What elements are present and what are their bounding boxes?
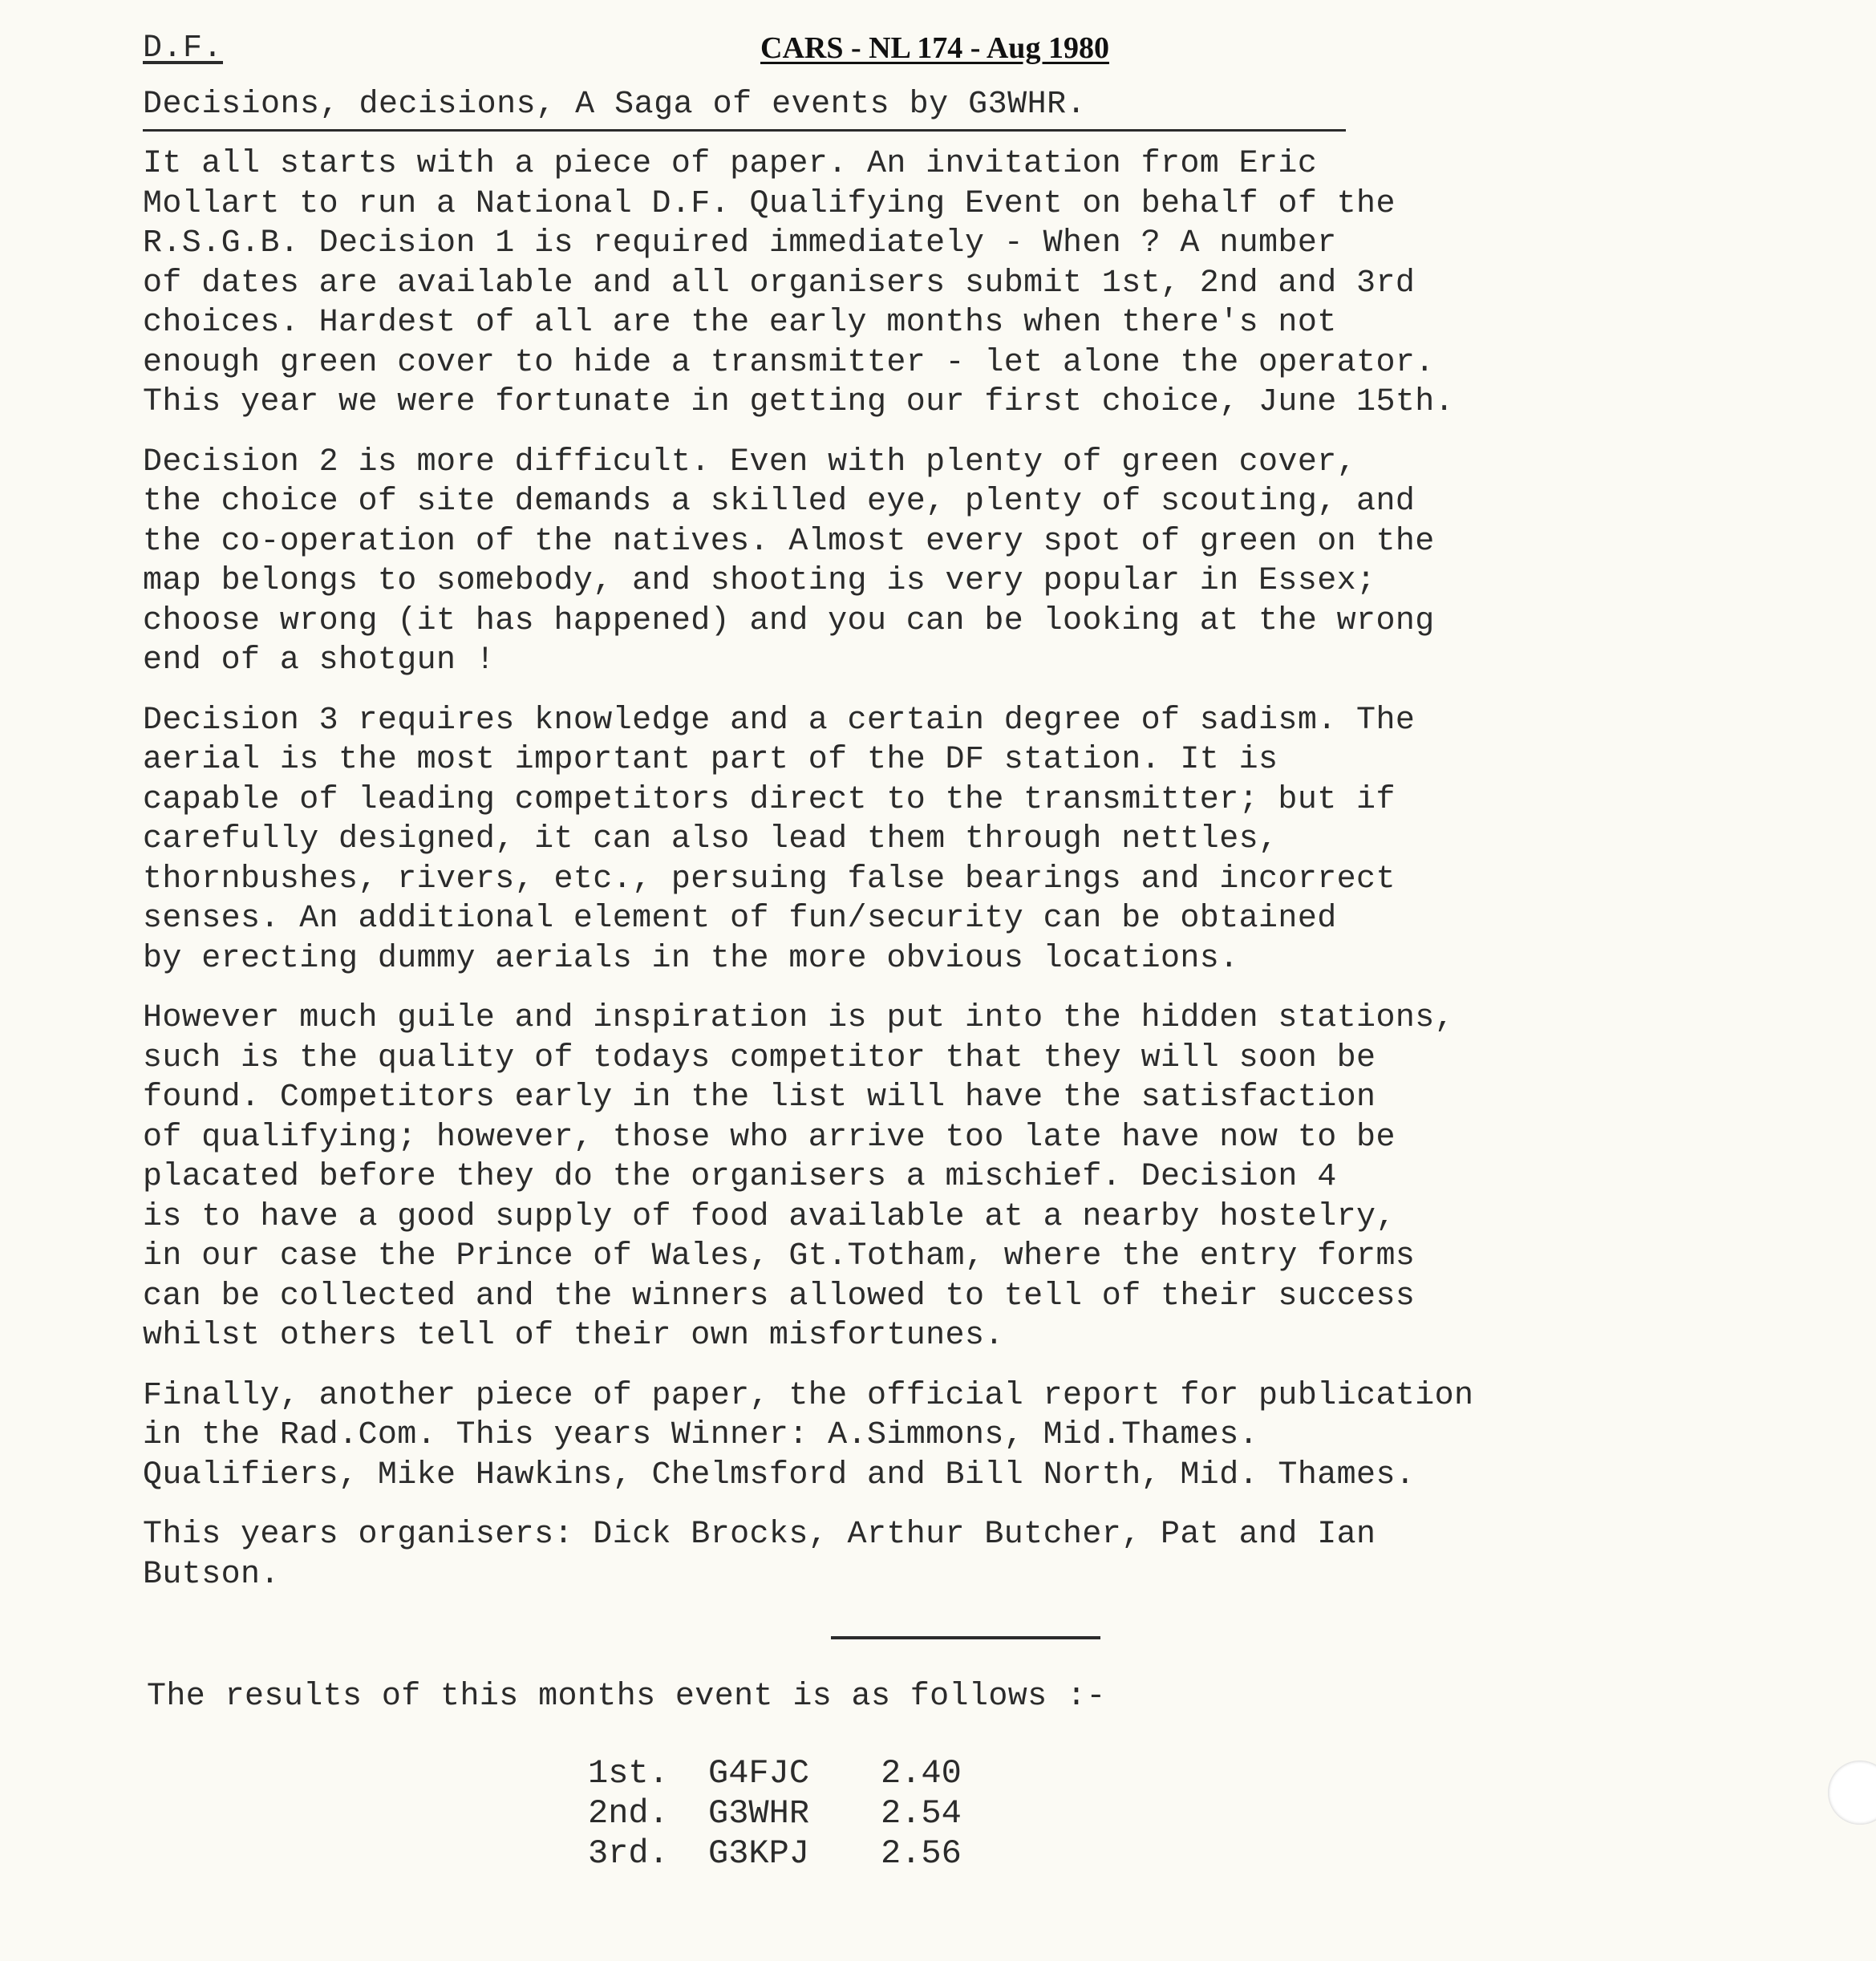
result-position: 1st. (588, 1754, 669, 1793)
result-row-3rd (588, 1833, 962, 1874)
result-row-1st (588, 1753, 962, 1793)
paragraph-decision-3: Decision 3 requires knowledge and a certain degree of sadism. The aerial is the most important part of the DF station. It is capable of leading competitors direct to the transmitter; but if carefully designed, it can also lead them through nettles, thornbushes, rivers, etc., persuing false bearings and incorrect senses. An additional element of fun/security can be obtained by erecting dummy aerials in the more obvious locations. (143, 702, 1416, 977)
result-time: 2.56 (881, 1834, 962, 1873)
paragraph-decision-4: However much guile and inspiration is put into the hidden stations, such is the quality of todays competitor that they will soon be found. Competitors early in the list will have the satisfaction of qualifying; however, those who arrive too late have now to be placated before they do the organisers a mischief. Decision 4 is to have a good supply of food available at a nearby hostelry, in our case the Prince of Wales, Gt.Totham, where the entry forms can be collected and the winners allowed to tell of their success whilst others tell of their own misfortunes. (143, 1000, 1455, 1354)
result-callsign: G3WHR (708, 1794, 810, 1833)
paragraph-decision-2: Decision 2 is more difficult. Even with plenty of green cover, the choice of site demands a skilled eye, plenty of scouting, and the co-operation of the natives. Almost every spot of green on the map belongs to somebody, and shooting is very popular in Essex; choose wrong (it has happened) and you can be looking at the wrong end of a shotgun ! (143, 444, 1435, 679)
paragraph-report: Finally, another piece of paper, the official report for publication in the Rad.Com. This years Winner: A.Simmons, Mid.Thames. Qualifiers, Mike Hawkins, Chelmsford and Bill North, Mid. Thames. (143, 1377, 1474, 1493)
result-position: 3rd. (588, 1834, 669, 1873)
section-divider (831, 1636, 1100, 1639)
result-callsign: G4FJC (708, 1754, 810, 1793)
result-callsign: G3KPJ (708, 1834, 810, 1873)
result-time: 2.40 (881, 1754, 962, 1793)
result-time: 2.54 (881, 1794, 962, 1833)
result-position: 2nd. (588, 1794, 669, 1833)
results-list (588, 1753, 962, 1874)
section-tag: D.F. (143, 30, 224, 67)
newsletter-header: CARS - NL 174 - Aug 1980 (760, 31, 1109, 65)
paragraph-organisers: This years organisers: Dick Brocks, Arthur Butcher, Pat and Ian Butson. (143, 1517, 1376, 1593)
punch-hole (1828, 1760, 1876, 1825)
result-row-2nd (588, 1793, 962, 1833)
paragraph-decision-1: It all starts with a piece of paper. An invitation from Eric Mollart to run a National D.F. Qualifying Event on behalf of the R.S.G.B. Decision 1 is required immediately - When ? A number of dates are available and all organisers submit 1st, 2nd and 3rd choices. Hardest of all are the early months when there's not enough green cover to hide a transmitter - let alone the operator. This year we were fortunate in getting our first choice, June 15th. (143, 146, 1455, 420)
article-title: Decisions, decisions, A Saga of events by G3WHR. (143, 87, 1346, 132)
results-intro: The results of this months event is as follows :- (147, 1679, 1106, 1715)
article-body (143, 144, 1827, 1615)
